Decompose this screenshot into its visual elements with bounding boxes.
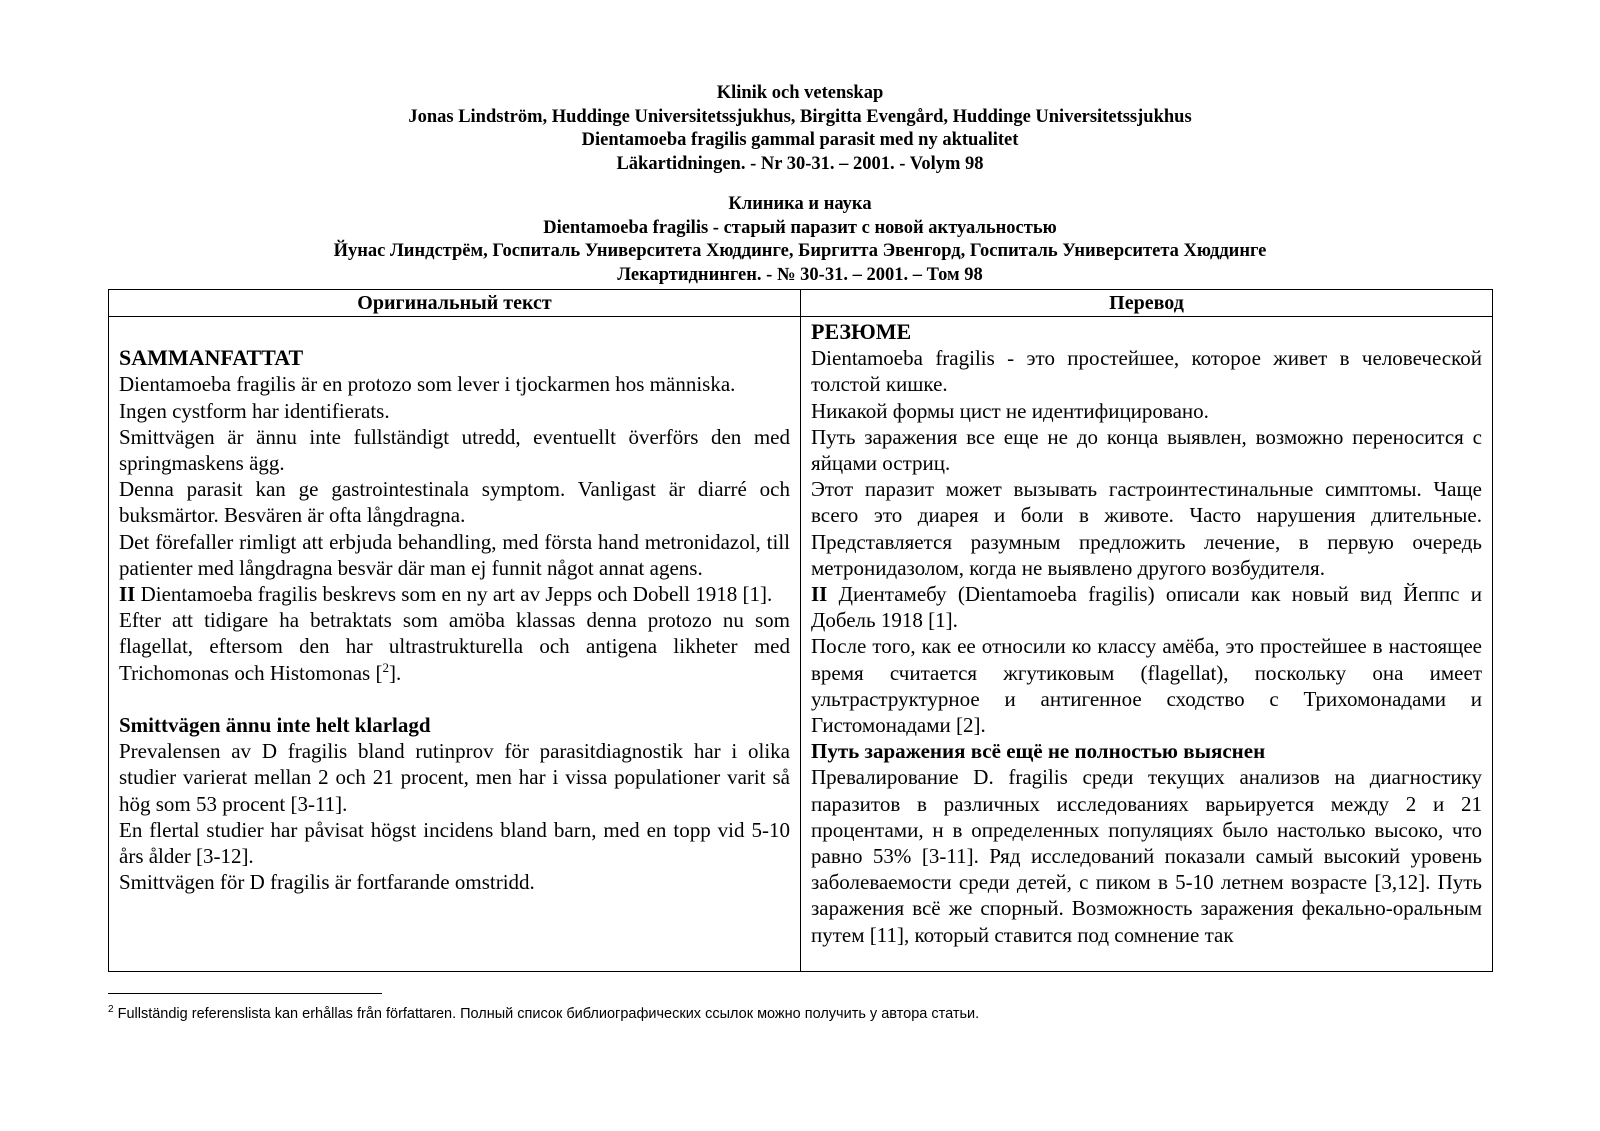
original-paragraph xyxy=(119,607,790,686)
footnote-separator xyxy=(108,993,382,994)
translation-table xyxy=(108,289,1493,972)
original-paragraph: Prevalensen av D fragilis bland rutinprov för parasitdiagnostik har i olika studier varierat mellan 2 och 21 procent, men har i vissa populationer varit så hög som 53 procent [3-11]. xyxy=(119,739,790,816)
roman-marker: II xyxy=(119,582,136,607)
translation-paragraph: Путь заражения все еще не до конца выявлен, возможно переносится с яйцами остриц. xyxy=(811,424,1482,476)
original-section-title: Smittvägen ännu inte helt klarlagd xyxy=(119,713,431,738)
table-content-row xyxy=(109,317,1493,972)
translation-paragraph xyxy=(811,581,1482,633)
translation-paragraph: Этот паразит может вызывать гастроинтестинальные симптомы. Чаще всего это диарея и боли в животе. Часто нарушения длительные. Представляется разумным предложить лечение, в первую очередь метронидазолом, когда не выявлено другого возбудителя. xyxy=(811,477,1482,580)
column-header-translation: Перевод xyxy=(801,290,1493,317)
translation-paragraph: Никакой формы цист не идентифицировано. xyxy=(811,398,1209,423)
header-sv-title: Dientamoeba fragilis gammal parasit med ny aktualitet xyxy=(581,130,1019,150)
footnote xyxy=(108,1004,1508,1024)
header-sv-authors: Jonas Lindström, Huddinge Universitetssjukhus, Birgitta Evengård, Huddinge Universitetssjukhus xyxy=(408,106,1192,127)
original-text-cell xyxy=(109,317,801,972)
column-header-original: Оригинальный текст xyxy=(109,290,801,317)
paragraph-text: Efter att tidigare ha betraktats som amöba klassas denna protozo nu som flagellat, eftersom den har ultrastrukturella och antigena likheter med Trichomonas och Histomonas [ xyxy=(119,608,790,685)
table-header-row xyxy=(109,290,1493,317)
original-paragraph: Ingen cystform har identifierats. xyxy=(119,398,390,423)
original-paragraph xyxy=(119,581,790,607)
footnote-reference: 2 xyxy=(382,659,389,675)
original-paragraph: Det förefaller rimligt att erbjuda behandling, med första hand metronidazol, till patienter med långdragna besvär där man ej funnit något annat agens. xyxy=(119,529,790,580)
paragraph-text: Диентамебу (Dientamoeba fragilis) описали как новый вид Йеппс и Добель 1918 [1]. xyxy=(811,582,1482,633)
original-paragraph: En flertal studier har påvisat högst incidens bland barn, med en topp vid 5-10 års ålder [3-12]. xyxy=(119,817,790,869)
header-ru-authors: Йунас Линдстрём, Госпиталь Университета Хюддинге, Биргитта Эвенгорд, Госпиталь Университета Хюддинге xyxy=(333,241,1267,261)
translation-summary-title: РЕЗЮМЕ xyxy=(811,319,912,344)
original-paragraph: Dientamoeba fragilis är en protozo som lever i tjockarmen hos människa. xyxy=(119,372,736,397)
translation-paragraph: После того, как ее относили ко классу амёба, это простейшее в настоящее время считается жгутиковым (flagellat), поскольку она имеет ультраструктурное и антигенное сходство с Трихомонадами и Гистомонадами [2]. xyxy=(811,634,1482,738)
paragraph-text: Dientamoeba fragilis beskrevs som en ny art av Jepps och Dobell 1918 [1]. xyxy=(135,582,773,607)
header-ru-source: Лекартиднинген. - № 30-31. – 2001. – Том 98 xyxy=(617,264,983,285)
translation-section-title: Путь заражения всё ещё не полностью выяснен xyxy=(811,739,1266,764)
original-paragraph: Smittvägen för D fragilis är fortfarande omstridd. xyxy=(119,870,535,895)
header-sv-section: Klinik och vetenskap xyxy=(716,83,884,103)
footnote-marker: 2 xyxy=(108,1004,114,1016)
paragraph-text-end: ]. xyxy=(388,660,402,685)
footnote-text: Fullständig referenslista kan erhållas från författaren. Полный список библиографических ссылок можно получить у автора статьи. xyxy=(113,1006,980,1022)
header-swedish xyxy=(0,82,1600,176)
original-summary-title: SAMMANFATTAT xyxy=(119,345,304,371)
header-ru-section: Клиника и наука xyxy=(728,194,872,214)
header-russian xyxy=(0,193,1600,287)
translation-paragraph: Превалирование D. fragilis среди текущих анализов на диагностику паразитов в различных исследованиях варьируется между 2 и 21 процентами, н в определенных популяциях было настолько высоко, что равно 53% [3-11]. Ряд исследований показали самый высокий уровень заболеваемости среди детей, с пиком в 5-10 летнем возрасте [3,12]. Путь заражения всё же спорный. Возможность заражения фекально-оральным путем [11], который ставится под сомнение так xyxy=(811,765,1482,947)
translation-paragraph: Dientamoeba fragilis - это простейшее, которое живет в человеческой толстой кишке. xyxy=(811,346,1482,397)
original-paragraph: Smittvägen är ännu inte fullständigt utredd, eventuellt överförs den med springmaskens ägg. xyxy=(119,424,790,475)
translation-text-cell xyxy=(801,317,1493,972)
roman-marker: II xyxy=(811,582,828,607)
original-paragraph: Denna parasit kan ge gastrointestinala symptom. Vanligast är diarré och buksmärtor. Besvären är ofta långdragna. xyxy=(119,477,790,528)
header-sv-source: Läkartidningen. - Nr 30-31. – 2001. - Volym 98 xyxy=(616,153,984,174)
header-ru-title: Dientamoeba fragilis - старый паразит с новой актуальностью xyxy=(543,217,1057,238)
